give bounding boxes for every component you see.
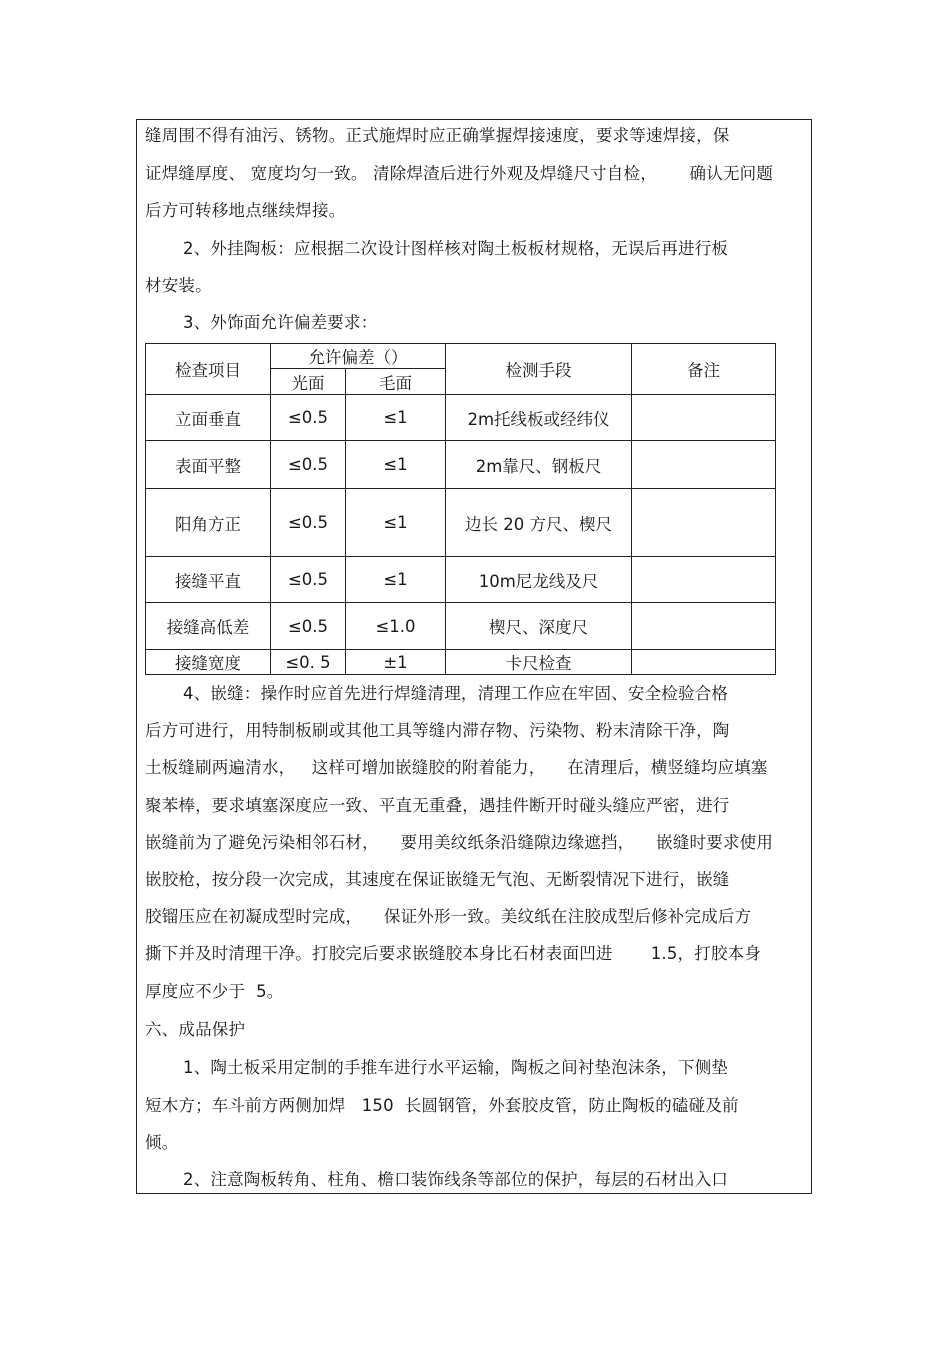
cell-item: 接缝平直 xyxy=(146,557,271,603)
header-item: 检查项目 xyxy=(146,344,271,395)
table-row xyxy=(146,603,776,650)
paragraph-line: 3、外饰面允许偏差要求： xyxy=(183,313,378,332)
tolerance-table xyxy=(145,343,776,675)
header-glossy: 光面 xyxy=(271,369,346,395)
cell-matte: ±1 xyxy=(346,650,446,675)
paragraph-line: 聚苯棒，要求填塞深度应一致、平直无重叠，遇挂件断开时碰头缝应严密，进行 xyxy=(145,796,730,815)
table-row xyxy=(146,489,776,557)
paragraph-line: 后方可进行，用特制板刷或其他工具等缝内滞存物、污染物、粉末清除干净，陶 xyxy=(145,721,730,740)
paragraph-line: 短木方；车斗前方两侧加焊 150 长圆钢管，外套胶皮管，防止陶板的磕碰及前 xyxy=(145,1096,739,1115)
paragraph-line: 嵌缝前为了避免污染相邻石材， 要用美纹纸条沿缝隙边缘遮挡， 嵌缝时要求使用 xyxy=(145,833,774,852)
cell-glossy: ≤0.5 xyxy=(271,603,346,650)
paragraph-line: 胶镏压应在初凝成型时完成， 保证外形一致。美纹纸在注胶成型后修补完成后方 xyxy=(145,907,752,926)
cell-remark xyxy=(632,603,776,650)
paragraph-line: 2、注意陶板转角、柱角、檐口装饰线条等部位的保护，每层的石材出入口 xyxy=(183,1170,729,1189)
cell-item: 立面垂直 xyxy=(146,395,271,441)
paragraph-line: 4、嵌缝：操作时应首先进行焊缝清理，清理工作应在牢固、安全检验合格 xyxy=(183,684,729,703)
paragraph-line: 材安装。 xyxy=(145,276,212,295)
cell-remark xyxy=(632,650,776,675)
cell-remark xyxy=(632,557,776,603)
cell-matte: ≤1 xyxy=(346,557,446,603)
cell-item: 接缝宽度 xyxy=(146,650,271,675)
cell-matte: ≤1 xyxy=(346,395,446,441)
paragraph-line: 2、外挂陶板：应根据二次设计图样核对陶土板板材规格，无误后再进行板 xyxy=(183,239,729,258)
paragraph-line: 1、陶土板采用定制的手推车进行水平运输，陶板之间衬垫泡沫条，下侧垫 xyxy=(183,1058,729,1077)
cell-glossy: ≤0. 5 xyxy=(271,650,346,675)
cell-matte: ≤1 xyxy=(346,441,446,489)
cell-glossy: ≤0.5 xyxy=(271,489,346,557)
paragraph-line: 缝周围不得有油污、锈物。正式施焊时应正确掌握焊接速度，要求等速焊接，保 xyxy=(145,126,730,145)
header-tolerance: 允许偏差（） xyxy=(271,344,446,369)
cell-method: 边长 20 方尺、楔尺 xyxy=(446,489,632,557)
cell-glossy: ≤0.5 xyxy=(271,557,346,603)
header-method: 检测手段 xyxy=(446,344,632,395)
table-row xyxy=(146,650,776,675)
table-row xyxy=(146,395,776,441)
paragraph-line: 嵌胶枪，按分段一次完成，其速度在保证嵌缝无气泡、无断裂情况下进行，嵌缝 xyxy=(145,870,730,889)
table-row xyxy=(146,441,776,489)
table-row xyxy=(146,557,776,603)
cell-method: 2m托线板或经纬仪 xyxy=(446,395,632,441)
cell-item: 阳角方正 xyxy=(146,489,271,557)
paragraph-line: 后方可转移地点继续焊接。 xyxy=(145,201,346,220)
cell-item: 表面平整 xyxy=(146,441,271,489)
cell-matte: ≤1 xyxy=(346,489,446,557)
section-heading: 六、成品保护 xyxy=(145,1020,246,1039)
cell-remark xyxy=(632,395,776,441)
cell-remark xyxy=(632,441,776,489)
cell-item: 接缝高低差 xyxy=(146,603,271,650)
cell-remark xyxy=(632,489,776,557)
cell-method: 楔尺、深度尺 xyxy=(446,603,632,650)
cell-glossy: ≤0.5 xyxy=(271,395,346,441)
cell-method: 10m尼龙线及尺 xyxy=(446,557,632,603)
cell-method: 2m靠尺、钢板尺 xyxy=(446,441,632,489)
paragraph-line: 证焊缝厚度、 宽度均匀一致。 清除焊渣后进行外观及焊缝尺寸自检， 确认无问题 xyxy=(145,164,774,183)
paragraph-line: 撕下并及时清理干净。打胶完后要求嵌缝胶本身比石材表面凹进 1.5，打胶本身 xyxy=(145,944,762,963)
paragraph-line: 土板缝刷两遍清水， 这样可增加嵌缝胶的附着能力， 在清理后，横竖缝均应填塞 xyxy=(145,758,768,777)
header-remark: 备注 xyxy=(632,344,776,395)
paragraph-line: 厚度应不少于 5。 xyxy=(145,982,284,1001)
cell-method: 卡尺检查 xyxy=(446,650,632,675)
header-matte: 毛面 xyxy=(346,369,446,395)
paragraph-line: 倾。 xyxy=(145,1133,179,1152)
cell-glossy: ≤0.5 xyxy=(271,441,346,489)
cell-matte: ≤1.0 xyxy=(346,603,446,650)
